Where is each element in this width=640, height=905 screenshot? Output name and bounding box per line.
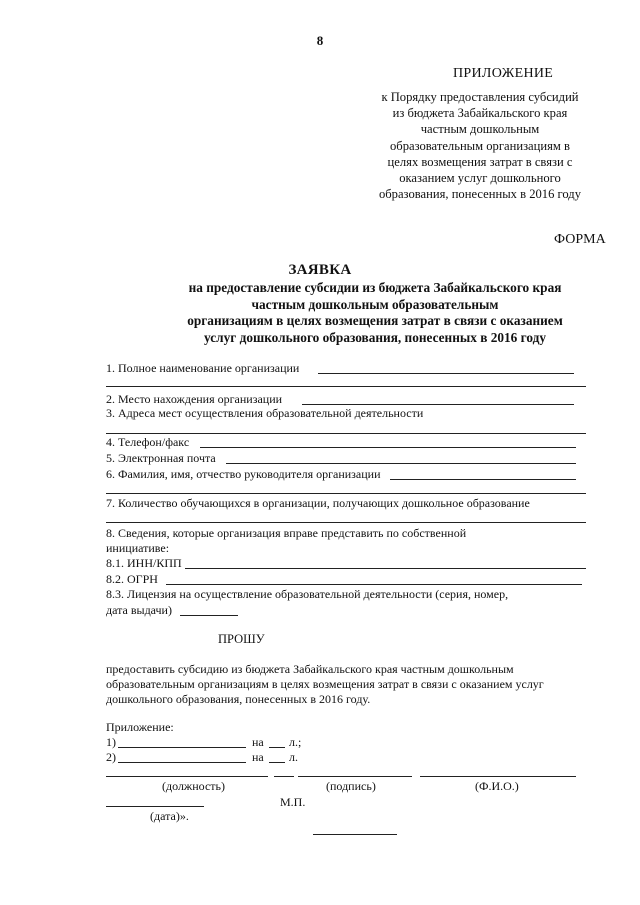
fio-line[interactable] xyxy=(420,776,576,777)
attachment-1-name-line[interactable] xyxy=(118,747,246,748)
subtitle-line: организациям в целях возмещения затрат в связи с оказанием xyxy=(187,313,563,328)
field-line-director-2[interactable] xyxy=(106,493,586,494)
appendix-line: образования, понесенных в 2016 году xyxy=(378,187,582,202)
field-label-ogrn: 8.2. ОГРН xyxy=(106,572,158,586)
field-label-org-name: 1. Полное наименование организации xyxy=(106,361,300,375)
field-label-phone: 4. Телефон/факс xyxy=(106,435,190,449)
field-label-inn: 8.1. ИНН/КПП xyxy=(106,556,182,570)
closing-rule xyxy=(313,834,397,835)
gap-line xyxy=(274,776,294,777)
field-line-students[interactable] xyxy=(106,522,586,523)
position-caption: (должность) xyxy=(162,779,225,793)
field-line-email[interactable] xyxy=(226,463,576,464)
field-line-phone[interactable] xyxy=(200,447,576,448)
appendix-title: ПРИЛОЖЕНИЕ xyxy=(453,66,554,81)
appendix-line: из бюджета Забайкальского края xyxy=(392,106,568,121)
field-label-license-2: дата выдачи) xyxy=(106,603,172,617)
field-line-location[interactable] xyxy=(302,404,574,405)
field-line-director[interactable] xyxy=(390,479,576,480)
appendix-line: целях возмещения затрат в связи с xyxy=(387,154,573,169)
request-line: предоставить субсидию из бюджета Забайкальского края частным дошкольным xyxy=(106,662,514,676)
form-label: ФОРМА xyxy=(554,232,606,247)
subtitle-line: частным дошкольным образовательным xyxy=(251,296,499,312)
attachment-1-pages-unit: л.; xyxy=(289,735,302,749)
attachment-1-number: 1) xyxy=(106,735,116,749)
field-label-addresses: 3. Адреса мест осуществления образовательной деятельности xyxy=(106,406,424,420)
request-word: ПРОШУ xyxy=(218,632,265,646)
request-line: образовательным организациям в целях возмещения затрат в связи с оказанием услуг xyxy=(106,677,544,692)
signature-caption: (подпись) xyxy=(326,779,376,793)
field-label-students: 7. Количество обучающихся в организации, получающих дошкольное образование xyxy=(106,496,530,510)
attachment-2-pages-unit: л. xyxy=(289,750,298,764)
subtitle-line: на предоставление субсидии из бюджета Забайкальского края xyxy=(188,280,562,295)
appendix-line: оказанием услуг дошкольного xyxy=(399,171,561,186)
attachment-2-number: 2) xyxy=(106,750,116,764)
field-line-org-name[interactable] xyxy=(318,373,574,374)
request-text xyxy=(106,662,606,708)
appendix-line: образовательным организациям в xyxy=(389,138,570,153)
subtitle-line: услуг дошкольного образования, понесенных в 2016 году xyxy=(203,329,547,345)
date-caption: (дата)». xyxy=(150,809,189,823)
attachment-2-na: на xyxy=(252,750,264,764)
document-title: ЗАЯВКА xyxy=(288,262,352,278)
field-label-extra-info: 8. Сведения, которые организация вправе представить по собственной xyxy=(106,526,467,540)
appendix-line: частным дошкольным xyxy=(420,122,540,137)
page-number: 8 xyxy=(316,33,324,48)
attachment-1-na: на xyxy=(252,735,264,749)
field-label-location: 2. Место нахождения организации xyxy=(106,392,283,406)
field-line-license[interactable] xyxy=(180,615,238,616)
document-subtitle xyxy=(120,280,630,346)
request-line: дошкольного образования, понесенных в 2016 году. xyxy=(106,692,371,707)
field-label-email: 5. Электронная почта xyxy=(106,451,216,465)
fio-caption: (Ф.И.О.) xyxy=(475,779,519,793)
field-label-director: 6. Фамилия, имя, отчество руководителя организации xyxy=(106,467,381,481)
stamp-label: М.П. xyxy=(280,795,306,809)
attachments-label: Приложение: xyxy=(106,720,174,734)
field-label-extra-info-2: инициативе: xyxy=(106,541,170,555)
date-line[interactable] xyxy=(106,806,204,807)
field-line-addresses[interactable] xyxy=(106,433,586,434)
field-line-org-name-2[interactable] xyxy=(106,386,586,387)
field-label-license: 8.3. Лицензия на осуществление образовательной деятельности (серия, номер, xyxy=(106,587,509,601)
appendix-line: к Порядку предоставления субсидий xyxy=(381,90,579,104)
attachment-2-pages-line[interactable] xyxy=(269,762,285,763)
position-line[interactable] xyxy=(106,776,268,777)
field-line-ogrn[interactable] xyxy=(166,584,582,585)
appendix-description xyxy=(330,89,630,202)
signature-line[interactable] xyxy=(298,776,412,777)
field-line-inn[interactable] xyxy=(185,568,586,569)
attachment-1-pages-line[interactable] xyxy=(269,747,285,748)
attachment-2-name-line[interactable] xyxy=(118,762,246,763)
